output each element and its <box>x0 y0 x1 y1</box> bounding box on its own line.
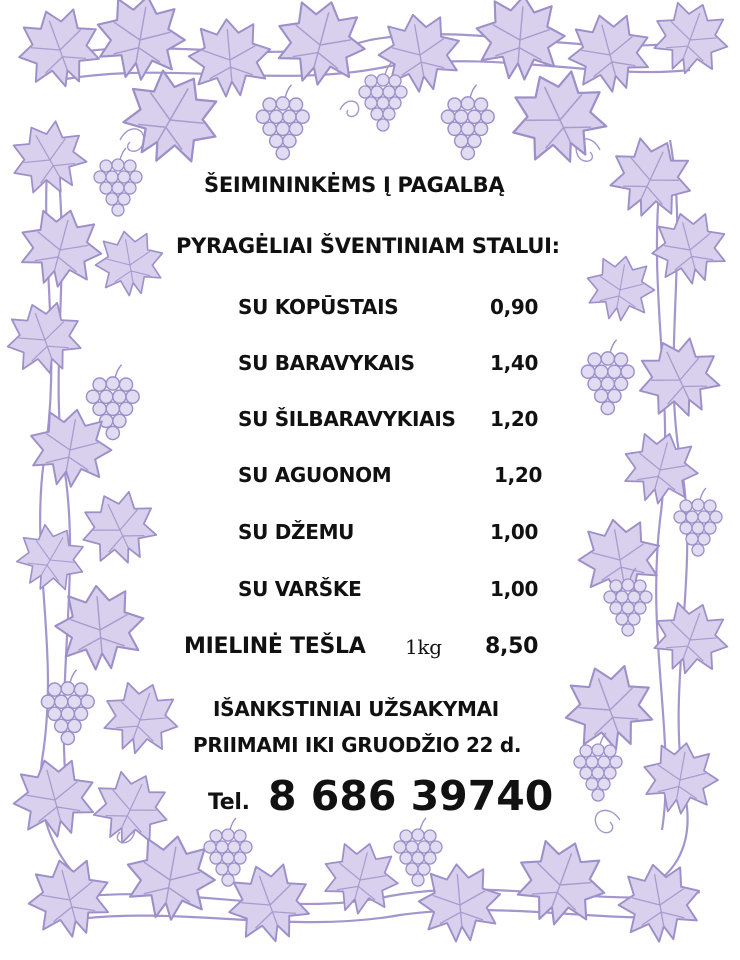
heading: ŠEIMININKĖMS Į PAGALBĄ <box>204 173 505 197</box>
item-name: SU BARAVYKAIS <box>238 351 415 375</box>
notice-line-1: IŠANKSTINIAI UŽSAKYMAI <box>213 697 499 721</box>
item-name: SU ŠILBARAVYKIAIS <box>238 407 456 431</box>
item-price: 1,00 <box>490 520 539 544</box>
item-price: 1,20 <box>490 407 539 431</box>
item-name: SU AGUONOM <box>238 463 392 487</box>
item-name: SU DŽEMU <box>238 520 355 544</box>
item-price: 1,20 <box>494 463 543 487</box>
dough-weight: 1kg <box>405 635 442 659</box>
subheading: PYRAGĖLIAI ŠVENTINIAM STALUI: <box>176 234 560 258</box>
phone-number: 8 686 39740 <box>268 772 554 820</box>
item-price: 0,90 <box>490 295 539 319</box>
notice-line-2: PRIIMAMI IKI GRUODŽIO 22 d. <box>193 733 522 757</box>
dough-price: 8,50 <box>485 634 539 659</box>
item-price: 1,40 <box>490 351 539 375</box>
item-price: 1,00 <box>490 577 539 601</box>
item-name: SU VARŠKE <box>238 577 362 601</box>
phone-label: Tel. <box>208 790 250 815</box>
item-name: SU KOPŪSTAIS <box>238 295 399 319</box>
dough-name: MIELINĖ TEŠLA <box>184 634 366 659</box>
